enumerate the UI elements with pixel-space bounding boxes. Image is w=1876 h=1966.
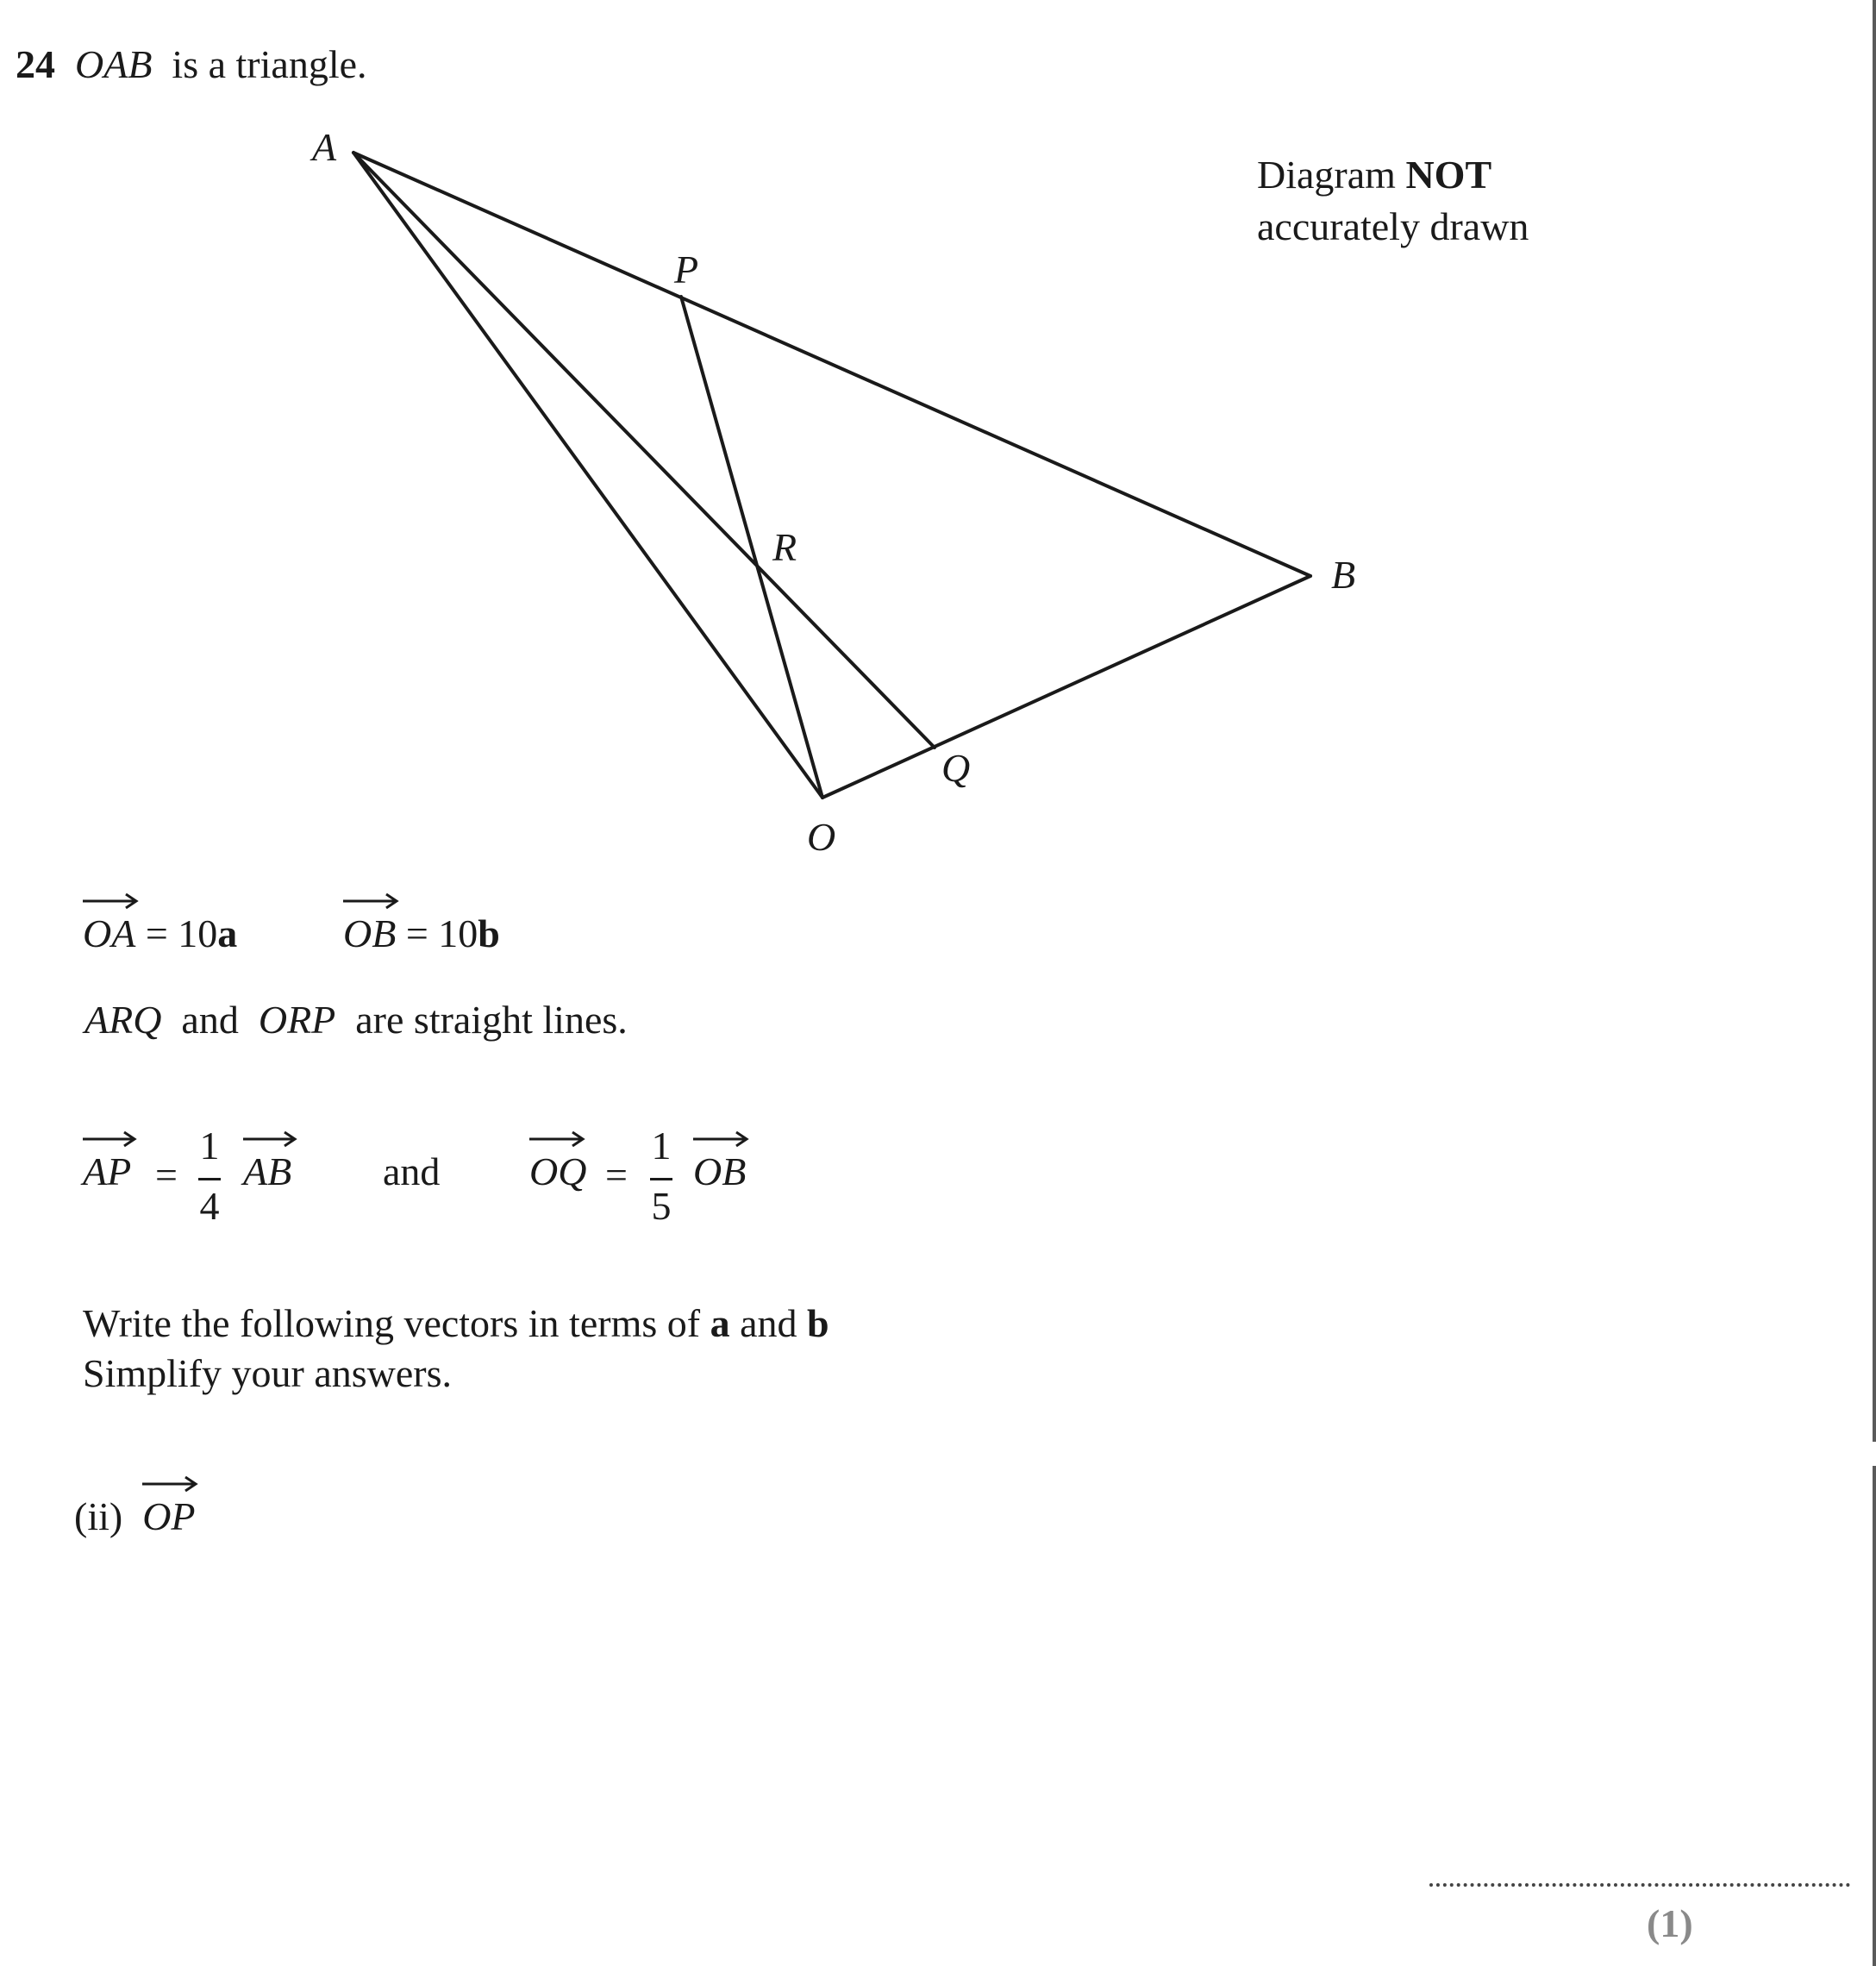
diagram-note-line1 — [1257, 155, 1491, 195]
triangle-name: OAB — [75, 42, 153, 86]
label-o: O — [807, 815, 836, 859]
vector-ob-ratio — [693, 1149, 747, 1193]
vector-oq — [529, 1149, 587, 1193]
line-bo — [822, 576, 1310, 798]
fraction-quarter-denominator: 4 — [199, 1184, 220, 1228]
line-op — [681, 297, 822, 798]
label-b: B — [1331, 553, 1356, 597]
instruction-text: Write the following vectors in terms of — [83, 1301, 701, 1345]
diagram-note-bold: NOT — [1405, 153, 1492, 197]
instruction-bold-b: b — [807, 1301, 829, 1345]
given-oa-bold-a: a — [217, 911, 238, 955]
line-oa — [353, 153, 822, 798]
fraction-fifth-denominator: 5 — [651, 1184, 672, 1228]
instruction-and: and — [740, 1301, 797, 1345]
straight-lines-statement — [84, 1000, 628, 1040]
label-q: Q — [941, 746, 971, 790]
fraction-fifth-numerator: 1 — [651, 1124, 672, 1168]
diagram-note-line2: accurately drawn — [1257, 204, 1529, 248]
marks: (1) — [1647, 1901, 1693, 1945]
vector-oa-letters: OA — [83, 911, 136, 955]
vector-ab — [243, 1149, 292, 1193]
ratio-ab-rhs — [243, 1149, 292, 1193]
vector-ob-letters: OB — [343, 911, 397, 955]
vector-ab-letters: AB — [243, 1149, 292, 1193]
label-a: A — [312, 125, 337, 169]
question-number: 24 — [16, 42, 55, 86]
statement-rest: are straight lines. — [355, 998, 628, 1042]
fraction-fifth-bar — [650, 1178, 672, 1180]
vector-ap — [83, 1149, 132, 1193]
vector-oa — [83, 911, 136, 955]
given-ob-bold-b: b — [478, 911, 500, 955]
fraction-quarter-numerator: 1 — [199, 1124, 220, 1168]
part-label: (ii) — [74, 1494, 123, 1538]
ratio-ob-rhs — [693, 1149, 747, 1193]
vector-oq-letters: OQ — [529, 1149, 587, 1193]
given-oa — [83, 911, 238, 955]
instruction-line1 — [83, 1301, 829, 1345]
line-ab — [353, 153, 1310, 576]
answer-line[interactable] — [1429, 1883, 1850, 1887]
diagram-note-text: Diagram — [1257, 153, 1396, 197]
ratio-oq-lhs — [529, 1149, 587, 1193]
vector-op — [142, 1494, 196, 1538]
triangle-diagram — [0, 0, 1876, 862]
vector-ob — [343, 911, 397, 955]
instruction-line2: Simplify your answers. — [83, 1351, 453, 1395]
instruction-bold-a: a — [710, 1301, 730, 1345]
page-edge-rule-bottom — [1873, 1466, 1876, 1966]
ratio-ap-equals: = — [155, 1153, 178, 1197]
given-ob — [343, 911, 500, 955]
label-p: P — [674, 247, 699, 291]
given-oa-equals: = 10 — [145, 911, 218, 955]
question-title-text: is a triangle. — [172, 42, 367, 86]
part-ii — [74, 1494, 196, 1538]
line-aq — [353, 153, 935, 748]
line-name-orp: ORP — [258, 998, 336, 1042]
vector-op-letters: OP — [142, 1494, 196, 1538]
label-r: R — [772, 525, 797, 569]
ratios-and: and — [383, 1149, 441, 1193]
vector-ob-ratio-letters: OB — [693, 1149, 747, 1193]
ratio-ap-lhs — [83, 1149, 132, 1193]
statement-and: and — [181, 998, 239, 1042]
vector-ap-letters: AP — [83, 1149, 132, 1193]
given-ob-equals: = 10 — [405, 911, 478, 955]
ratio-oq-equals: = — [605, 1153, 628, 1197]
fraction-quarter-bar — [198, 1178, 221, 1180]
line-name-arq: ARQ — [84, 998, 162, 1042]
